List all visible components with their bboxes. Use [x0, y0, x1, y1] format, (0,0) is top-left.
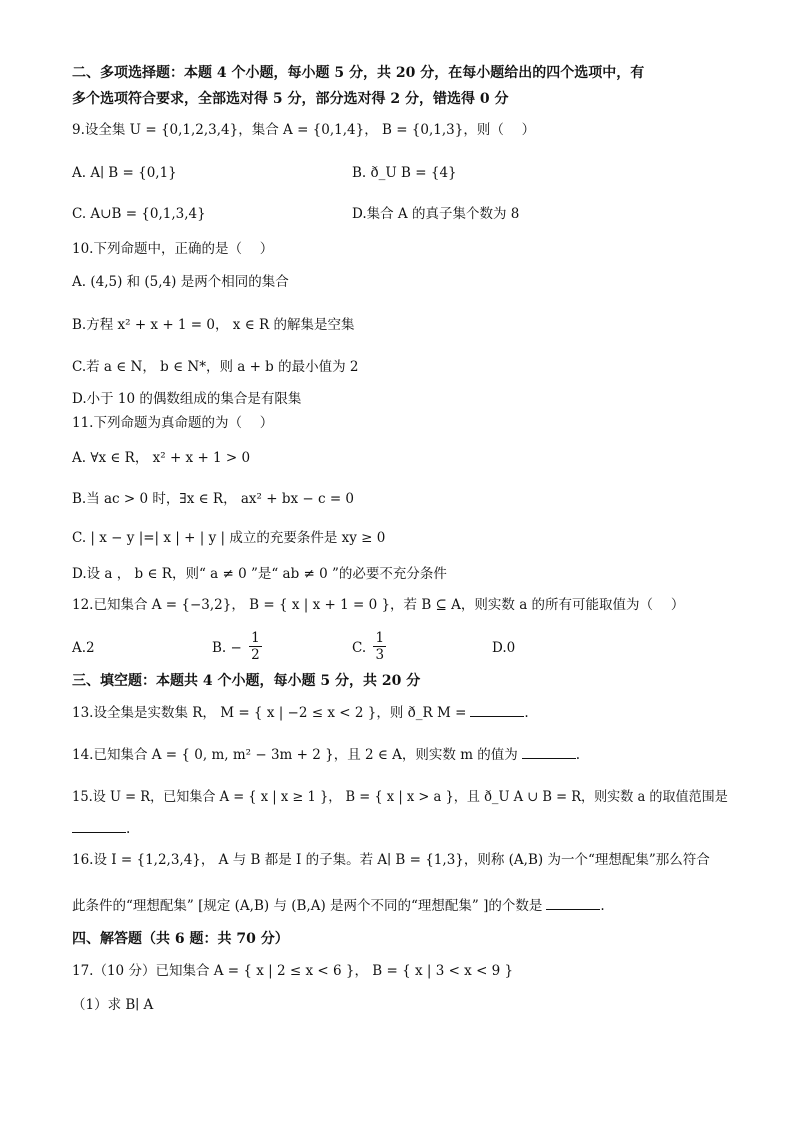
q10-option-b: B.方程 x² + x + 1 = 0， x ∈ R 的解集是空集: [72, 317, 355, 333]
q10-option-d: D.小于 10 的偶数组成的集合是有限集: [72, 391, 302, 407]
q12-option-a: A.2: [72, 640, 95, 656]
q12-option-c-fraction: [373, 630, 386, 663]
q12-option-c-denominator: 3: [375, 647, 385, 663]
q10-stem: 10.下列命题中，正确的是（ ）: [72, 241, 274, 257]
q14-stem: 14.已知集合 A = { 0, m, m² − 3m + 2 }，且 2 ∈ A，则实数 m 的值为: [72, 747, 518, 763]
q9-option-b: B. ð_U B = {4}: [352, 165, 457, 181]
q12-option-b-prefix: B. −: [212, 640, 242, 656]
q11-option-d: D.设 a ， b ∈ R，则“ a ≠ 0 ”是“ ab ≠ 0 ”的必要不充分条件: [72, 566, 447, 582]
q13-text: [72, 704, 529, 722]
q15-period: .: [126, 821, 131, 837]
q15-stem: 15.设 U = R，已知集合 A = { x | x ≥ 1 }， B = { x | x > a }，且 ð_U A ∪ B = R，则实数 a 的取值范围是: [72, 789, 728, 805]
q12-stem: 12.已知集合 A = {−3,2}， B = { x | x + 1 = 0 }，若 B ⊆ A，则实数 a 的所有可能取值为（ ）: [72, 597, 685, 613]
section2-heading-line1: 二、多项选择题：本题 4 个小题，每小题 5 分，共 20 分，在每小题给出的四个选项中，有: [72, 65, 645, 81]
q11-option-b: B.当 ac > 0 时，∃x ∈ R， ax² + bx − c = 0: [72, 491, 355, 507]
q12-option-d: D.0: [492, 640, 516, 656]
q16-line1: 16.设 I = {1,2,3,4}， A 与 B 都是 I 的子集。若 A∣ B = {1,3}，则称 (A,B) 为一个“理想配集”那么符合: [72, 852, 710, 868]
q16-answer-blank: [546, 897, 600, 910]
section3-heading: 三、填空题：本题共 4 个小题，每小题 5 分，共 20 分: [72, 673, 421, 689]
q12-option-c-prefix: C.: [352, 640, 367, 656]
q12-option-c-numerator: 1: [375, 630, 385, 646]
q9-option-a: A. A∣ B = {0,1}: [72, 165, 177, 181]
q10-option-a: A. (4,5) 和 (5,4) 是两个相同的集合: [72, 274, 289, 290]
q14-text: [72, 746, 580, 764]
q11-option-c: C. | x − y |=| x | + | y | 成立的充要条件是 xy ≥ 0: [72, 530, 386, 546]
q9-stem: 9.设全集 U = {0,1,2,3,4}，集合 A = {0,1,4}， B = {0,1,3}，则（ ）: [72, 122, 536, 138]
q13-stem: 13.设全集是实数集 R， M = { x | −2 ≤ x < 2 }，则 ð_R M =: [72, 705, 467, 721]
q12-option-b-numerator: 1: [251, 630, 260, 646]
q9-option-c: C. A∪B = {0,1,3,4}: [72, 206, 206, 222]
q9-option-d: D.集合 A 的真子集个数为 8: [352, 206, 520, 222]
q14-period: .: [575, 747, 581, 763]
q13-period: .: [524, 705, 529, 721]
q17-part1: （1）求 B∣ A: [72, 997, 154, 1013]
q11-stem: 11.下列命题为真命题的为（ ）: [72, 415, 274, 431]
q10-option-c: C.若 a ∈ N， b ∈ N*，则 a + b 的最小值为 2: [72, 359, 359, 375]
q15-answer-blank: [72, 820, 126, 833]
section2-heading-line2: 多个选项符合要求，全部选对得 5 分，部分选对得 2 分，错选得 0 分: [72, 91, 509, 107]
q16-line2: [72, 897, 605, 915]
q12-option-b: [212, 630, 262, 663]
section4-heading: 四、解答题（共 6 题：共 70 分）: [72, 931, 289, 947]
q14-answer-blank: [522, 746, 576, 759]
q12-option-c: [352, 630, 386, 663]
q12-option-b-fraction: [249, 630, 262, 663]
q12-option-b-denominator: 2: [251, 647, 260, 663]
q11-option-a: A. ∀x ∈ R， x² + x + 1 > 0: [72, 450, 251, 466]
q16-period: .: [600, 898, 605, 914]
q16-stem-line2: 此条件的“理想配集” [规定 (A,B) 与 (B,A) 是两个不同的“理想配集” ]的个数是: [72, 898, 543, 914]
q15-answer-line: [72, 820, 130, 838]
q13-answer-blank: [470, 704, 524, 717]
q17-stem: 17.（10 分）已知集合 A = { x | 2 ≤ x < 6 }， B = { x | 3 < x < 9 }: [72, 963, 514, 979]
